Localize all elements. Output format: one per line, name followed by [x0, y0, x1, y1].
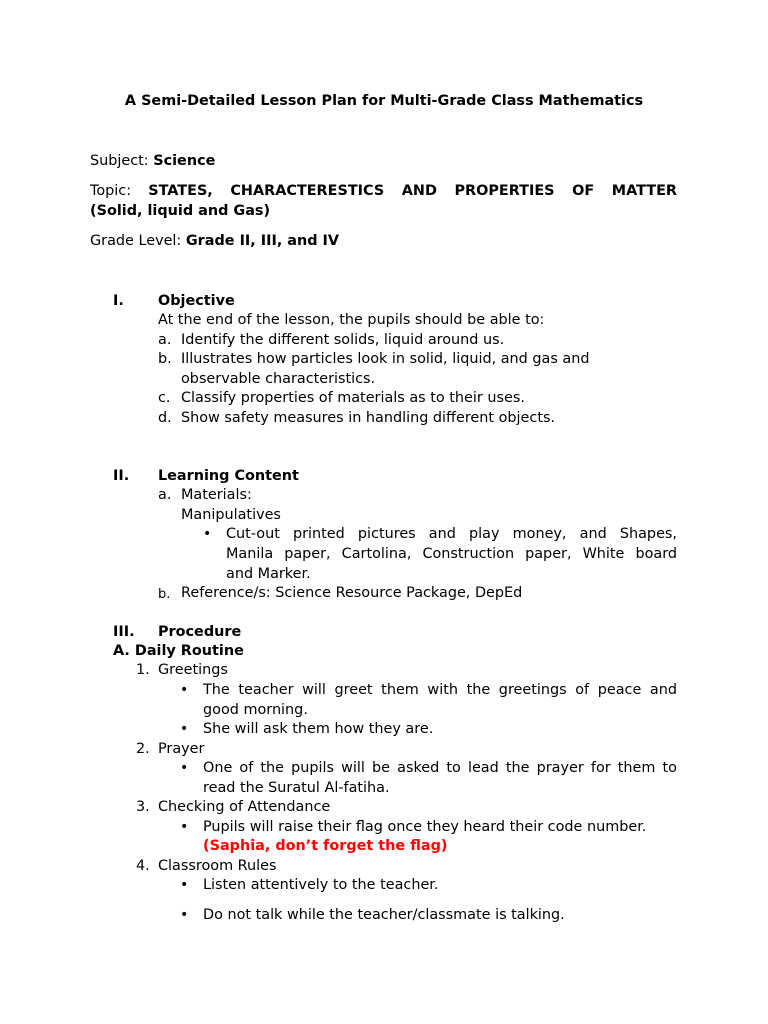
step-2-label: Prayer: [158, 741, 205, 757]
step-4-number: 4.: [136, 858, 150, 874]
objective-item-a-letter: a.: [158, 332, 172, 348]
step-1-label: Greetings: [158, 662, 228, 678]
step-3-number: 3.: [136, 799, 150, 815]
objective-item-c-letter: c.: [158, 390, 171, 406]
materials-bullet-end: and Marker.: [226, 566, 311, 582]
subject-label: Subject:: [90, 153, 149, 169]
content-numeral: II.: [113, 468, 130, 484]
bullet-icon: •: [180, 682, 189, 698]
materials-letter: a.: [158, 487, 172, 503]
reference-letter: b.: [158, 587, 171, 602]
prayer-bullet: One of the pupils will be asked to lead the prayer for them to: [203, 760, 677, 776]
materials-label: Materials:: [181, 487, 252, 503]
objective-intro: At the end of the lesson, the pupils should be able to:: [158, 312, 545, 328]
procedure-numeral: III.: [113, 624, 135, 640]
materials-bullet: Cut-out printed pictures and play money, and Shapes,: [226, 526, 677, 542]
objective-item-b-letter: b.: [158, 351, 172, 367]
step-4-label: Classroom Rules: [158, 858, 277, 874]
topic-line: [90, 182, 677, 202]
attendance-note: (Saphia, don’t forget the flag): [203, 838, 448, 854]
objective-item-c: Classify properties of materials as to their uses.: [181, 390, 525, 406]
bullet-icon: •: [180, 907, 189, 923]
bullet-icon: •: [203, 526, 212, 542]
attendance-bullet: Pupils will raise their flag once they heard their code number.: [203, 819, 647, 835]
step-2-number: 2.: [136, 741, 150, 757]
topic-value: STATES, CHARACTERESTICS AND PROPERTIES OF MATTER: [148, 183, 677, 199]
greetings-bullet-1: The teacher will greet them with the greetings of peace and: [203, 682, 677, 698]
topic-label: Topic:: [90, 183, 132, 199]
objective-heading: Objective: [158, 293, 235, 309]
bullet-icon: •: [180, 760, 189, 776]
subject-value: Science: [153, 153, 216, 169]
step-3-label: Checking of Attendance: [158, 799, 331, 815]
grade-line: [90, 232, 339, 252]
greetings-bullet-1-continued: good morning.: [203, 702, 308, 718]
rules-bullet-1: Listen attentively to the teacher.: [203, 877, 439, 893]
topic-value-continued: (Solid, liquid and Gas): [90, 203, 271, 219]
daily-routine-heading: A. Daily Routine: [113, 643, 244, 659]
objective-item-b-continued: observable characteristics.: [181, 371, 376, 387]
prayer-bullet-continued: read the Suratul Al-fatiha.: [203, 780, 390, 796]
objective-item-b: Illustrates how particles look in solid, liquid, and gas and: [181, 351, 590, 367]
content-heading: Learning Content: [158, 468, 299, 484]
objective-item-d: Show safety measures in handling different objects.: [181, 410, 556, 426]
greetings-bullet-2: She will ask them how they are.: [203, 721, 434, 737]
subject-line: [90, 152, 215, 172]
grade-label: Grade Level:: [90, 233, 182, 249]
rules-bullet-2: Do not talk while the teacher/classmate is talking.: [203, 907, 565, 923]
document-title: A Semi-Detailed Lesson Plan for Multi-Grade Class Mathematics: [124, 93, 644, 109]
materials-bullet-continued: Manila paper, Cartolina, Construction paper, White board: [226, 546, 677, 562]
bullet-icon: •: [180, 721, 189, 737]
grade-value: Grade II, III, and IV: [185, 233, 340, 249]
reference-line: Reference/s: Science Resource Package, DepEd: [181, 585, 523, 601]
bullet-icon: •: [180, 819, 189, 835]
bullet-icon: •: [180, 877, 189, 893]
objective-numeral: I.: [113, 293, 124, 309]
procedure-heading: Procedure: [158, 624, 242, 640]
objective-item-d-letter: d.: [158, 410, 172, 426]
manipulatives-label: Manipulatives: [181, 507, 281, 523]
step-1-number: 1.: [136, 662, 150, 678]
objective-item-a: Identify the different solids, liquid around us.: [181, 332, 505, 348]
